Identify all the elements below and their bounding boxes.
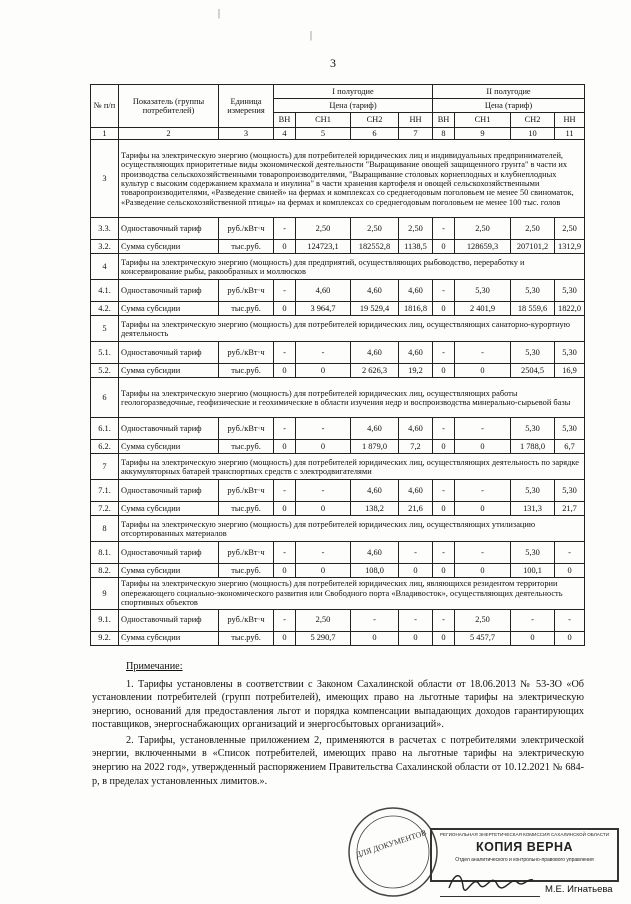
header-index: 5	[296, 128, 351, 140]
header-index: 6	[351, 128, 399, 140]
row-num: 8.1.	[91, 542, 119, 564]
value-cell: 128659,3	[455, 240, 511, 254]
value-cell: 0	[399, 631, 433, 645]
header-index: 4	[274, 128, 296, 140]
table-row	[91, 480, 585, 502]
section-description: Тарифы на электрическую энергию (мощность) для потребителей юридических лиц, являющихся резидентом территории опережающего социально-экономического развития или Свободного порта «Владивосток», осуществляющих деятельность спортивных объектов	[119, 578, 585, 609]
value-cell: -	[433, 342, 455, 364]
value-cell: -	[455, 342, 511, 364]
value-cell: 16,9	[555, 364, 585, 378]
value-cell: 2,50	[511, 218, 555, 240]
row-num: 5.2.	[91, 364, 119, 378]
value-cell: 100,1	[511, 564, 555, 578]
header-level: СН1	[455, 113, 511, 128]
value-cell: 0	[433, 502, 455, 516]
row-name: Сумма субсидии	[119, 440, 219, 454]
header-index: 11	[555, 128, 585, 140]
section-num: 5	[91, 316, 119, 342]
value-cell: -	[296, 342, 351, 364]
header-unit: Единица измерения	[219, 85, 274, 128]
value-cell: 0	[274, 631, 296, 645]
value-cell: -	[433, 418, 455, 440]
row-name: Одноставочный тариф	[119, 280, 219, 302]
value-cell: 2,50	[296, 218, 351, 240]
section-description: Тарифы на электрическую энергию (мощность) для потребителей юридических лиц, осуществляющих санаторно-курортную деятельность	[119, 316, 585, 342]
stamp-line-1: РЕГИОНАЛЬНАЯ ЭНЕРГЕТИЧЕСКАЯ КОМИССИЯ САХАЛИНСКОЙ ОБЛАСТИ	[439, 832, 610, 837]
value-cell: 0	[296, 564, 351, 578]
section-row	[91, 454, 585, 480]
value-cell: 0	[274, 240, 296, 254]
value-cell: 4,60	[399, 418, 433, 440]
header-num: № п/п	[91, 85, 119, 128]
value-cell: -	[511, 609, 555, 631]
notes	[92, 660, 584, 790]
value-cell: 2,50	[351, 218, 399, 240]
section-num: 6	[91, 378, 119, 418]
value-cell: 131,3	[511, 502, 555, 516]
value-cell: -	[274, 342, 296, 364]
value-cell: 0	[274, 564, 296, 578]
table-row	[91, 542, 585, 564]
row-name: Сумма субсидии	[119, 631, 219, 645]
value-cell: 0	[455, 364, 511, 378]
value-cell: 4,60	[351, 480, 399, 502]
value-cell: 2,50	[296, 609, 351, 631]
value-cell: 0	[274, 440, 296, 454]
table-row	[91, 280, 585, 302]
section-num: 4	[91, 254, 119, 280]
row-unit: тыс.руб.	[219, 364, 274, 378]
value-cell: 0	[296, 364, 351, 378]
row-name: Одноставочный тариф	[119, 342, 219, 364]
row-unit: руб./кВт·ч	[219, 609, 274, 631]
row-unit: руб./кВт·ч	[219, 480, 274, 502]
section-row	[91, 316, 585, 342]
value-cell: 7,2	[399, 440, 433, 454]
scan-mark: |	[218, 8, 221, 19]
value-cell: 2,50	[399, 218, 433, 240]
section-num: 9	[91, 578, 119, 609]
value-cell: 1138,5	[399, 240, 433, 254]
header-level: ВН	[433, 113, 455, 128]
value-cell: 0	[274, 364, 296, 378]
signature-line	[440, 896, 540, 897]
value-cell: -	[455, 480, 511, 502]
value-cell: 21,7	[555, 502, 585, 516]
row-num: 3.3.	[91, 218, 119, 240]
row-unit: тыс.руб.	[219, 302, 274, 316]
row-name: Одноставочный тариф	[119, 418, 219, 440]
value-cell: 3 964,7	[296, 302, 351, 316]
page-number: 3	[330, 56, 336, 70]
value-cell: -	[274, 218, 296, 240]
value-cell: 0	[296, 440, 351, 454]
value-cell: 5,30	[455, 280, 511, 302]
section-description: Тарифы на электрическую энергию (мощность) для потребителей юридических лиц, осуществляющих утилизацию отсортированных материалов	[119, 516, 585, 542]
row-num: 7.2.	[91, 502, 119, 516]
value-cell: 4,60	[351, 542, 399, 564]
value-cell: 4,60	[351, 280, 399, 302]
row-unit: руб./кВт·ч	[219, 280, 274, 302]
header-level: СН2	[351, 113, 399, 128]
value-cell: 2,50	[555, 218, 585, 240]
value-cell: 19,2	[399, 364, 433, 378]
table-row	[91, 342, 585, 364]
row-unit: тыс.руб.	[219, 440, 274, 454]
row-name: Одноставочный тариф	[119, 218, 219, 240]
value-cell: 0	[296, 502, 351, 516]
header-half-1: I полугодие	[274, 85, 433, 99]
value-cell: 5,30	[555, 342, 585, 364]
table-row	[91, 302, 585, 316]
row-unit: тыс.руб.	[219, 240, 274, 254]
value-cell: -	[296, 542, 351, 564]
stamp-line-3: Отдел аналитического и контрольно-правового управления	[455, 857, 594, 863]
value-cell: 182552,8	[351, 240, 399, 254]
value-cell: 0	[433, 364, 455, 378]
value-cell: 0	[555, 564, 585, 578]
section-num: 7	[91, 454, 119, 480]
value-cell: 2 401,9	[455, 302, 511, 316]
header-level: СН2	[511, 113, 555, 128]
value-cell: 0	[433, 302, 455, 316]
row-num: 5.1.	[91, 342, 119, 364]
note-2: 2. Тарифы, установленные приложением 2, применяются в расчетах с потребителями электрической энергии, включенными в «Список потребителей, имеющих право на льготные тарифы на электрическую энергию на 2022 год», утвержденный распоряжением Правительства Сахалинской области от 10.12.2021 № 684-р, в пределах установленных лимитов.».	[92, 734, 584, 787]
row-num: 7.1.	[91, 480, 119, 502]
value-cell: 0	[274, 502, 296, 516]
row-unit: руб./кВт·ч	[219, 342, 274, 364]
value-cell: 4,60	[296, 280, 351, 302]
row-unit: руб./кВт·ч	[219, 542, 274, 564]
seal-text: ДЛЯ ДОКУМЕНТОВ	[354, 828, 428, 860]
value-cell: 124723,1	[296, 240, 351, 254]
row-num: 3.2.	[91, 240, 119, 254]
value-cell: -	[455, 542, 511, 564]
value-cell: -	[351, 609, 399, 631]
row-unit: тыс.руб.	[219, 631, 274, 645]
row-unit: руб./кВт·ч	[219, 218, 274, 240]
header-level: НН	[555, 113, 585, 128]
table-row	[91, 631, 585, 645]
stamp-main: КОПИЯ ВЕРНА	[475, 840, 574, 854]
value-cell: 1312,9	[555, 240, 585, 254]
value-cell: 0	[351, 631, 399, 645]
value-cell: 4,60	[399, 280, 433, 302]
value-cell: 5,30	[511, 542, 555, 564]
value-cell: -	[274, 609, 296, 631]
header-index: 8	[433, 128, 455, 140]
value-cell: -	[274, 418, 296, 440]
value-cell: -	[433, 542, 455, 564]
header-price-1: Цена (тариф)	[274, 99, 433, 113]
section-description: Тарифы на электрическую энергию (мощность) для потребителей юридических лиц и индивидуальных предпринимателей, осуществляющих приоритетные виды экономической деятельности "Выращивание овощей защищенного грунта" в части их производства сельскохозяйственными товаропроизводителями, "Выращивание столовых корнеплодных и клубнеплодных культур с высоким содержанием крахмала и инулина" в части хранения картофеля и овощей сельскохозяйственными товаропроизводителями, «Разведение свиней» на фермах и комплексах со среднегодовым поголовьем не менее 50 свиноматок, «Разведение сельскохозяйственной птицы» на фермах и комплексах со среднегодовым поголовьем не менее 100 тыс. голов	[119, 140, 585, 218]
section-description: Тарифы на электрическую энергию (мощность) для потребителей юридических лиц, осуществляющих деятельность по зарядке аккумуляторных батарей транспортных средств с электродвигателями	[119, 454, 585, 480]
value-cell: 19 529,4	[351, 302, 399, 316]
table-row	[91, 440, 585, 454]
row-num: 9.1.	[91, 609, 119, 631]
value-cell: -	[433, 609, 455, 631]
value-cell: 2504,5	[511, 364, 555, 378]
signature-icon	[445, 866, 535, 896]
header-indicator: Показатель (группы потребителей)	[119, 85, 219, 128]
value-cell: 4,60	[351, 418, 399, 440]
value-cell: 5 457,7	[455, 631, 511, 645]
value-cell: -	[555, 542, 585, 564]
row-num: 6.1.	[91, 418, 119, 440]
value-cell: 4,60	[399, 480, 433, 502]
value-cell: 1 879,0	[351, 440, 399, 454]
row-name: Сумма субсидии	[119, 302, 219, 316]
value-cell: 5 290,7	[296, 631, 351, 645]
section-row	[91, 378, 585, 418]
section-row	[91, 516, 585, 542]
value-cell: -	[399, 542, 433, 564]
value-cell: 108,0	[351, 564, 399, 578]
value-cell: 4,60	[399, 342, 433, 364]
row-unit: тыс.руб.	[219, 502, 274, 516]
header-index: 1	[91, 128, 119, 140]
value-cell: 5,30	[511, 280, 555, 302]
value-cell: 0	[274, 302, 296, 316]
section-num: 8	[91, 516, 119, 542]
table-row	[91, 218, 585, 240]
row-unit: тыс.руб.	[219, 564, 274, 578]
value-cell: 5,30	[555, 480, 585, 502]
section-row	[91, 578, 585, 609]
header-price-2: Цена (тариф)	[433, 99, 585, 113]
value-cell: 207101,2	[511, 240, 555, 254]
row-name: Одноставочный тариф	[119, 480, 219, 502]
value-cell: 0	[433, 564, 455, 578]
value-cell: -	[274, 480, 296, 502]
value-cell: -	[296, 418, 351, 440]
table-row	[91, 609, 585, 631]
signer-name: М.Е. Игнатьева	[545, 884, 613, 895]
row-name: Сумма субсидии	[119, 564, 219, 578]
value-cell: 21,6	[399, 502, 433, 516]
header-index: 10	[511, 128, 555, 140]
tariff-table	[90, 84, 585, 646]
value-cell: 0	[433, 631, 455, 645]
value-cell: 138,2	[351, 502, 399, 516]
header-index: 9	[455, 128, 511, 140]
table-row	[91, 240, 585, 254]
note-1: 1. Тарифы установлены в соответствии с Законом Сахалинской области от 18.06.2013 № 53-ЗО «Об установлении потребителей (групп потребителей), имеющих право на льготные тарифы на электрическую энергию, оснований для предоставления льгот и порядка компенсации выпадающих доходов гарантирующих поставщиков, энергоснабжающих организаций и энергосбытовых организаций».	[92, 678, 584, 731]
value-cell: -	[555, 609, 585, 631]
value-cell: 0	[399, 564, 433, 578]
header-level: НН	[399, 113, 433, 128]
header-level: СН1	[296, 113, 351, 128]
value-cell: 1822,0	[555, 302, 585, 316]
value-cell: 0	[433, 440, 455, 454]
value-cell: 2,50	[455, 218, 511, 240]
section-row	[91, 254, 585, 280]
value-cell: -	[296, 480, 351, 502]
section-row	[91, 140, 585, 218]
value-cell: 0	[511, 631, 555, 645]
value-cell: 5,30	[511, 342, 555, 364]
row-name: Сумма субсидии	[119, 502, 219, 516]
table-row	[91, 364, 585, 378]
value-cell: 0	[455, 440, 511, 454]
row-unit: руб./кВт·ч	[219, 418, 274, 440]
value-cell: -	[433, 218, 455, 240]
header-index: 3	[219, 128, 274, 140]
value-cell: 18 559,6	[511, 302, 555, 316]
table-row	[91, 418, 585, 440]
value-cell: 1816,8	[399, 302, 433, 316]
row-num: 9.2.	[91, 631, 119, 645]
value-cell: 5,30	[555, 418, 585, 440]
value-cell: -	[274, 280, 296, 302]
value-cell: 4,60	[351, 342, 399, 364]
row-name: Сумма субсидии	[119, 364, 219, 378]
value-cell: -	[399, 609, 433, 631]
table-row	[91, 564, 585, 578]
value-cell: 5,30	[555, 280, 585, 302]
value-cell: 0	[555, 631, 585, 645]
value-cell: 6,7	[555, 440, 585, 454]
value-cell: -	[433, 280, 455, 302]
section-description: Тарифы на электрическую энергию (мощность) для потребителей юридических лиц, осуществляющих работы геологоразведочные, геофизические и геохимические в области изучения недр и воспроизводства минерально-сырьевой базы	[119, 378, 585, 418]
value-cell: -	[433, 480, 455, 502]
value-cell: -	[274, 542, 296, 564]
row-name: Сумма субсидии	[119, 240, 219, 254]
header-index: 2	[119, 128, 219, 140]
value-cell: 1 788,0	[511, 440, 555, 454]
value-cell: 0	[455, 564, 511, 578]
section-num: 3	[91, 140, 119, 218]
row-num: 4.2.	[91, 302, 119, 316]
row-num: 8.2.	[91, 564, 119, 578]
row-num: 4.1.	[91, 280, 119, 302]
value-cell: 5,30	[511, 480, 555, 502]
notes-title: Примечание:	[126, 661, 183, 672]
value-cell: 5,30	[511, 418, 555, 440]
value-cell: 2,50	[455, 609, 511, 631]
value-cell: 0	[433, 240, 455, 254]
header-half-2: II полугодие	[433, 85, 585, 99]
table-row	[91, 502, 585, 516]
section-description: Тарифы на электрическую энергию (мощность) для предприятий, осуществляющих рыбоводство, переработку и консервирование рыбы, ракообразных и моллюсков	[119, 254, 585, 280]
scan-mark: |	[310, 30, 313, 41]
value-cell: -	[455, 418, 511, 440]
row-num: 6.2.	[91, 440, 119, 454]
value-cell: 2 626,3	[351, 364, 399, 378]
header-level: ВН	[274, 113, 296, 128]
value-cell: 0	[455, 502, 511, 516]
row-name: Одноставочный тариф	[119, 609, 219, 631]
header-index: 7	[399, 128, 433, 140]
row-name: Одноставочный тариф	[119, 542, 219, 564]
